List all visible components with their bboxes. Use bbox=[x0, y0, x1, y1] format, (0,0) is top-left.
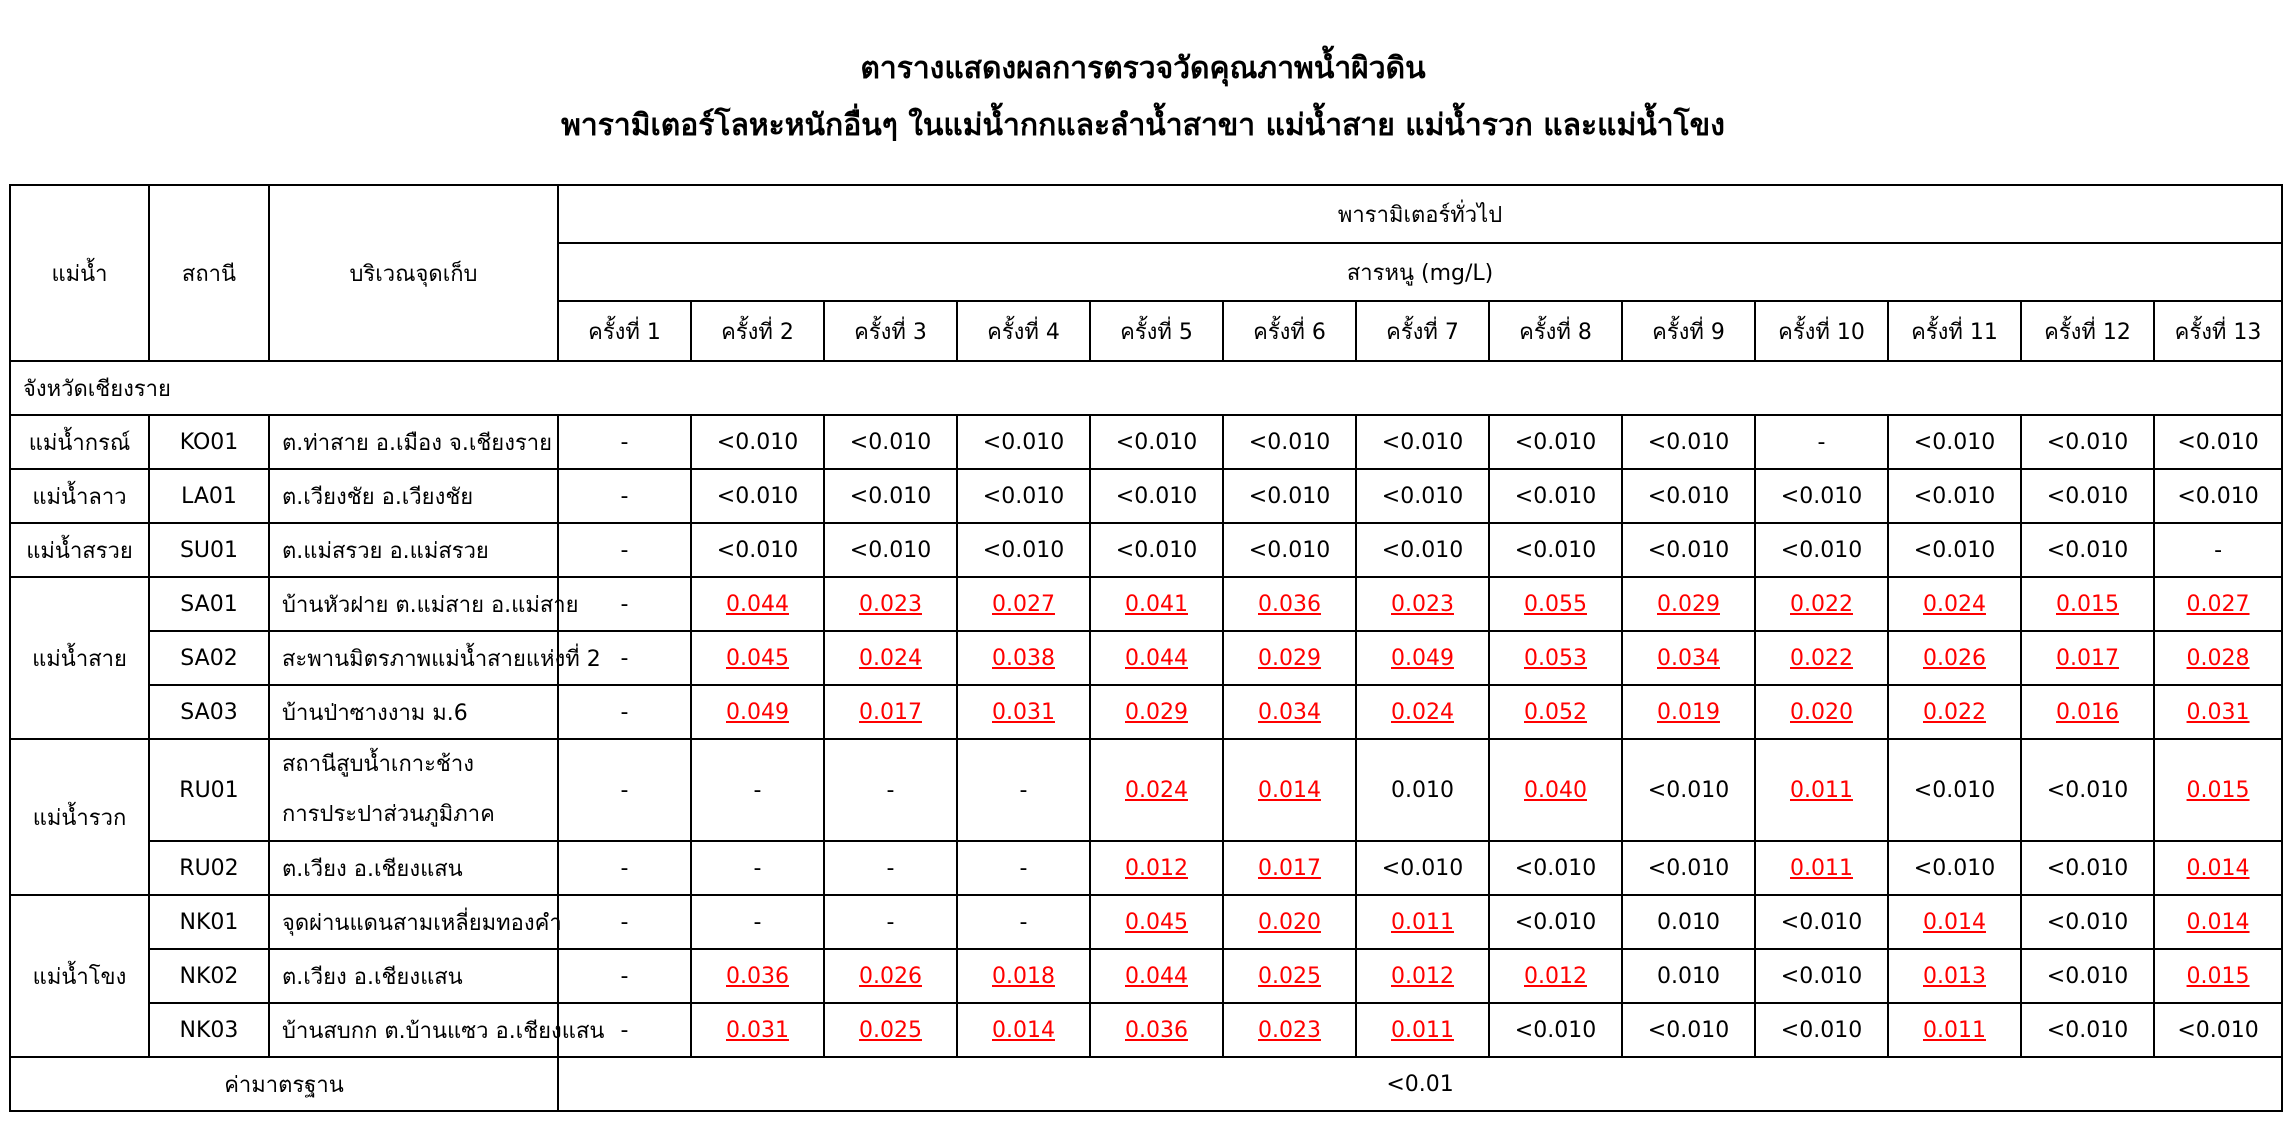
header-round: ครั้งที่ 4 bbox=[957, 301, 1090, 361]
value-cell: - bbox=[558, 523, 691, 577]
value-cell: 0.017 bbox=[1223, 841, 1356, 895]
value-cell: <0.010 bbox=[1356, 469, 1489, 523]
standard-row bbox=[10, 1057, 2282, 1111]
value-cell: 0.049 bbox=[1356, 631, 1489, 685]
header-round: ครั้งที่ 5 bbox=[1090, 301, 1223, 361]
header-round: ครั้งที่ 12 bbox=[2021, 301, 2154, 361]
value-cell: 0.020 bbox=[1223, 895, 1356, 949]
header-round: ครั้งที่ 2 bbox=[691, 301, 824, 361]
table-title-line1: ตารางแสดงผลการตรวจวัดคุณภาพน้ำผิวดิน bbox=[860, 51, 1426, 86]
header-river: แม่น้ำ bbox=[10, 185, 149, 361]
station-location: ต.เวียง อ.เชียงแสน bbox=[269, 841, 558, 895]
station-location: ต.เวียงชัย อ.เวียงชัย bbox=[269, 469, 558, 523]
value-cell: 0.044 bbox=[691, 577, 824, 631]
value-cell: <0.010 bbox=[1622, 1003, 1755, 1057]
river-name: แม่น้ำสรวย bbox=[10, 523, 149, 577]
value-cell: <0.010 bbox=[824, 523, 957, 577]
value-cell: <0.010 bbox=[1755, 523, 1888, 577]
header-round: ครั้งที่ 3 bbox=[824, 301, 957, 361]
value-cell: 0.015 bbox=[2154, 739, 2282, 841]
value-cell: 0.029 bbox=[1223, 631, 1356, 685]
value-cell: <0.010 bbox=[1090, 523, 1223, 577]
value-cell: <0.010 bbox=[2021, 895, 2154, 949]
value-cell: 0.045 bbox=[1090, 895, 1223, 949]
value-cell: 0.024 bbox=[1090, 739, 1223, 841]
value-cell: 0.044 bbox=[1090, 631, 1223, 685]
value-cell: 0.036 bbox=[1223, 577, 1356, 631]
value-cell: 0.010 bbox=[1356, 739, 1489, 841]
value-cell: <0.010 bbox=[1489, 415, 1622, 469]
value-cell: 0.036 bbox=[691, 949, 824, 1003]
value-cell: - bbox=[558, 895, 691, 949]
value-cell: <0.010 bbox=[824, 415, 957, 469]
value-cell: <0.010 bbox=[1356, 415, 1489, 469]
station-location bbox=[269, 739, 558, 841]
value-cell: 0.015 bbox=[2154, 949, 2282, 1003]
value-cell: 0.038 bbox=[957, 631, 1090, 685]
table-row bbox=[10, 1003, 2282, 1057]
station-location: ต.เวียง อ.เชียงแสน bbox=[269, 949, 558, 1003]
value-cell: - bbox=[824, 739, 957, 841]
value-cell: 0.011 bbox=[1888, 1003, 2021, 1057]
value-cell: 0.014 bbox=[957, 1003, 1090, 1057]
value-cell: <0.010 bbox=[957, 469, 1090, 523]
value-cell: - bbox=[691, 895, 824, 949]
value-cell: <0.010 bbox=[1090, 415, 1223, 469]
value-cell: 0.025 bbox=[1223, 949, 1356, 1003]
river-name: แม่น้ำลาว bbox=[10, 469, 149, 523]
value-cell: 0.052 bbox=[1489, 685, 1622, 739]
header-round: ครั้งที่ 1 bbox=[558, 301, 691, 361]
value-cell: - bbox=[558, 739, 691, 841]
value-cell: 0.014 bbox=[2154, 895, 2282, 949]
value-cell: <0.010 bbox=[1755, 895, 1888, 949]
value-cell: <0.010 bbox=[2021, 523, 2154, 577]
value-cell: <0.010 bbox=[824, 469, 957, 523]
value-cell: <0.010 bbox=[1622, 523, 1755, 577]
value-cell: 0.026 bbox=[824, 949, 957, 1003]
value-cell: <0.010 bbox=[1489, 1003, 1622, 1057]
value-cell: 0.028 bbox=[2154, 631, 2282, 685]
table-row bbox=[10, 523, 2282, 577]
value-cell: <0.010 bbox=[2154, 469, 2282, 523]
value-cell: 0.016 bbox=[2021, 685, 2154, 739]
station-code: RU02 bbox=[149, 841, 269, 895]
value-cell: 0.024 bbox=[1356, 685, 1489, 739]
value-cell: 0.023 bbox=[1223, 1003, 1356, 1057]
value-cell: 0.034 bbox=[1223, 685, 1356, 739]
value-cell: 0.011 bbox=[1356, 1003, 1489, 1057]
header-round: ครั้งที่ 9 bbox=[1622, 301, 1755, 361]
value-cell: 0.022 bbox=[1755, 577, 1888, 631]
value-cell: 0.011 bbox=[1356, 895, 1489, 949]
value-cell: 0.031 bbox=[957, 685, 1090, 739]
value-cell: 0.053 bbox=[1489, 631, 1622, 685]
value-cell: 0.049 bbox=[691, 685, 824, 739]
station-location: ต.ท่าสาย อ.เมือง จ.เชียงราย bbox=[269, 415, 558, 469]
value-cell: <0.010 bbox=[1888, 469, 2021, 523]
river-name: แม่น้ำสาย bbox=[10, 577, 149, 739]
value-cell: 0.018 bbox=[957, 949, 1090, 1003]
header-round: ครั้งที่ 13 bbox=[2154, 301, 2282, 361]
value-cell: 0.027 bbox=[957, 577, 1090, 631]
station-code: LA01 bbox=[149, 469, 269, 523]
value-cell: - bbox=[957, 895, 1090, 949]
value-cell: 0.029 bbox=[1622, 577, 1755, 631]
value-cell: <0.010 bbox=[2021, 415, 2154, 469]
station-location: สะพานมิตรภาพแม่น้ำสายแห่งที่ 2 bbox=[269, 631, 558, 685]
value-cell: 0.045 bbox=[691, 631, 824, 685]
value-cell: <0.010 bbox=[1622, 469, 1755, 523]
value-cell: 0.031 bbox=[691, 1003, 824, 1057]
value-cell: 0.020 bbox=[1755, 685, 1888, 739]
value-cell: <0.010 bbox=[1223, 469, 1356, 523]
province-label: จังหวัดเชียงราย bbox=[10, 361, 2282, 415]
value-cell: <0.010 bbox=[2021, 1003, 2154, 1057]
value-cell: 0.041 bbox=[1090, 577, 1223, 631]
value-cell: <0.010 bbox=[2021, 841, 2154, 895]
value-cell: <0.010 bbox=[957, 415, 1090, 469]
value-cell: 0.010 bbox=[1622, 895, 1755, 949]
header-round: ครั้งที่ 10 bbox=[1755, 301, 1888, 361]
value-cell: 0.014 bbox=[2154, 841, 2282, 895]
value-cell: <0.010 bbox=[691, 415, 824, 469]
header-round: ครั้งที่ 6 bbox=[1223, 301, 1356, 361]
station-code: KO01 bbox=[149, 415, 269, 469]
station-code: NK01 bbox=[149, 895, 269, 949]
value-cell: <0.010 bbox=[1755, 1003, 1888, 1057]
value-cell: 0.022 bbox=[1755, 631, 1888, 685]
value-cell: - bbox=[558, 631, 691, 685]
value-cell: 0.015 bbox=[2021, 577, 2154, 631]
value-cell: <0.010 bbox=[1090, 469, 1223, 523]
table-row bbox=[10, 739, 2282, 841]
value-cell: 0.014 bbox=[1223, 739, 1356, 841]
value-cell: <0.010 bbox=[1223, 523, 1356, 577]
value-cell: 0.010 bbox=[1622, 949, 1755, 1003]
station-location: บ้านหัวฝาย ต.แม่สาย อ.แม่สาย bbox=[269, 577, 558, 631]
value-cell: - bbox=[824, 841, 957, 895]
value-cell: 0.014 bbox=[1888, 895, 2021, 949]
value-cell: <0.010 bbox=[1356, 841, 1489, 895]
value-cell: <0.010 bbox=[2021, 469, 2154, 523]
header-location: บริเวณจุดเก็บ bbox=[269, 185, 558, 361]
value-cell: - bbox=[558, 577, 691, 631]
table-row bbox=[10, 631, 2282, 685]
value-cell: 0.040 bbox=[1489, 739, 1622, 841]
value-cell: <0.010 bbox=[2021, 949, 2154, 1003]
value-cell: <0.010 bbox=[1489, 523, 1622, 577]
station-location: บ้านสบกก ต.บ้านแซว อ.เชียงแสน bbox=[269, 1003, 558, 1057]
station-code: SA01 bbox=[149, 577, 269, 631]
value-cell: 0.012 bbox=[1356, 949, 1489, 1003]
value-cell: <0.010 bbox=[1489, 841, 1622, 895]
value-cell: 0.024 bbox=[824, 631, 957, 685]
table-row bbox=[10, 469, 2282, 523]
value-cell: 0.024 bbox=[1888, 577, 2021, 631]
river-name: แม่น้ำกรณ์ bbox=[10, 415, 149, 469]
value-cell: - bbox=[558, 1003, 691, 1057]
value-cell: <0.010 bbox=[1622, 415, 1755, 469]
value-cell: 0.023 bbox=[1356, 577, 1489, 631]
value-cell: - bbox=[1755, 415, 1888, 469]
value-cell: <0.010 bbox=[2154, 1003, 2282, 1057]
value-cell: - bbox=[2154, 523, 2282, 577]
value-cell: 0.011 bbox=[1755, 739, 1888, 841]
value-cell: - bbox=[957, 841, 1090, 895]
value-cell: - bbox=[558, 469, 691, 523]
value-cell: <0.010 bbox=[1489, 895, 1622, 949]
value-cell: <0.010 bbox=[691, 469, 824, 523]
header-round: ครั้งที่ 11 bbox=[1888, 301, 2021, 361]
value-cell: 0.012 bbox=[1489, 949, 1622, 1003]
header-parameter: สารหนู (mg/L) bbox=[558, 243, 2282, 301]
header-round: ครั้งที่ 7 bbox=[1356, 301, 1489, 361]
station-code: SU01 bbox=[149, 523, 269, 577]
value-cell: - bbox=[824, 895, 957, 949]
table-row bbox=[10, 577, 2282, 631]
station-code: SA03 bbox=[149, 685, 269, 739]
value-cell: <0.010 bbox=[1755, 469, 1888, 523]
arsenic-results-table bbox=[9, 184, 2283, 1112]
value-cell: 0.036 bbox=[1090, 1003, 1223, 1057]
value-cell: 0.022 bbox=[1888, 685, 2021, 739]
value-cell: - bbox=[691, 739, 824, 841]
station-code: RU01 bbox=[149, 739, 269, 841]
value-cell: - bbox=[558, 841, 691, 895]
value-cell: - bbox=[691, 841, 824, 895]
standard-label: ค่ามาตรฐาน bbox=[10, 1057, 558, 1111]
value-cell: - bbox=[558, 685, 691, 739]
value-cell: <0.010 bbox=[2154, 415, 2282, 469]
standard-value: <0.01 bbox=[558, 1057, 2282, 1111]
header-station: สถานี bbox=[149, 185, 269, 361]
station-code: NK02 bbox=[149, 949, 269, 1003]
table-row bbox=[10, 685, 2282, 739]
value-cell: 0.013 bbox=[1888, 949, 2021, 1003]
value-cell: <0.010 bbox=[1888, 415, 2021, 469]
value-cell: 0.012 bbox=[1090, 841, 1223, 895]
station-location-line2: การประปาส่วนภูมิภาค bbox=[282, 802, 495, 827]
value-cell: 0.017 bbox=[824, 685, 957, 739]
table-title-line2: พารามิเตอร์โลหะหนักอื่นๆ ในแม่น้ำกกและลำน้ำสาขา แม่น้ำสาย แม่น้ำรวก และแม่น้ำโขง bbox=[561, 108, 1725, 143]
value-cell: 0.017 bbox=[2021, 631, 2154, 685]
value-cell: <0.010 bbox=[1356, 523, 1489, 577]
river-name: แม่น้ำโขง bbox=[10, 895, 149, 1057]
value-cell: 0.034 bbox=[1622, 631, 1755, 685]
station-location: บ้านป่าซางงาม ม.6 bbox=[269, 685, 558, 739]
value-cell: <0.010 bbox=[2021, 739, 2154, 841]
station-location: ต.แม่สรวย อ.แม่สรวย bbox=[269, 523, 558, 577]
value-cell: <0.010 bbox=[1755, 949, 1888, 1003]
table-row bbox=[10, 841, 2282, 895]
value-cell: 0.019 bbox=[1622, 685, 1755, 739]
value-cell: 0.023 bbox=[824, 577, 957, 631]
value-cell: <0.010 bbox=[691, 523, 824, 577]
station-code: NK03 bbox=[149, 1003, 269, 1057]
value-cell: <0.010 bbox=[1888, 739, 2021, 841]
value-cell: <0.010 bbox=[1888, 841, 2021, 895]
station-location: จุดผ่านแดนสามเหลี่ยมทองคำ bbox=[269, 895, 558, 949]
value-cell: <0.010 bbox=[1489, 469, 1622, 523]
value-cell: 0.027 bbox=[2154, 577, 2282, 631]
value-cell: 0.044 bbox=[1090, 949, 1223, 1003]
value-cell: <0.010 bbox=[957, 523, 1090, 577]
value-cell: <0.010 bbox=[1223, 415, 1356, 469]
table-row bbox=[10, 895, 2282, 949]
value-cell: 0.011 bbox=[1755, 841, 1888, 895]
station-location-line1: สถานีสูบน้ำเกาะช้าง bbox=[282, 752, 474, 777]
table-row bbox=[10, 949, 2282, 1003]
table-row bbox=[10, 415, 2282, 469]
header-round: ครั้งที่ 8 bbox=[1489, 301, 1622, 361]
value-cell: 0.055 bbox=[1489, 577, 1622, 631]
value-cell: - bbox=[957, 739, 1090, 841]
value-cell: <0.010 bbox=[1888, 523, 2021, 577]
station-code: SA02 bbox=[149, 631, 269, 685]
value-cell: - bbox=[558, 415, 691, 469]
value-cell: 0.031 bbox=[2154, 685, 2282, 739]
value-cell: 0.029 bbox=[1090, 685, 1223, 739]
value-cell: 0.025 bbox=[824, 1003, 957, 1057]
river-name: แม่น้ำรวก bbox=[10, 739, 149, 895]
value-cell: <0.010 bbox=[1622, 841, 1755, 895]
value-cell: - bbox=[558, 949, 691, 1003]
header-parameter-group: พารามิเตอร์ทั่วไป bbox=[558, 185, 2282, 243]
value-cell: 0.026 bbox=[1888, 631, 2021, 685]
value-cell: <0.010 bbox=[1622, 739, 1755, 841]
